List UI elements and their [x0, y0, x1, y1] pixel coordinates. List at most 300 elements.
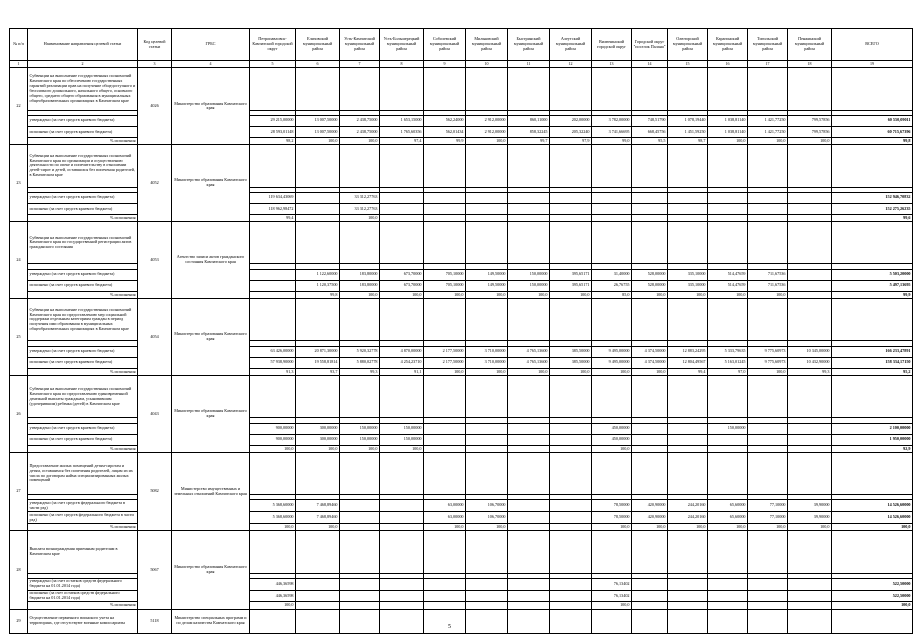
value-cell	[632, 192, 668, 203]
empty-cell	[508, 453, 550, 495]
value-cell	[550, 524, 592, 531]
value-cell: 12 883,24295	[668, 346, 708, 357]
value-cell: 100,0	[340, 292, 380, 299]
empty-cell	[296, 376, 340, 418]
value-cell: 33 312,27763	[340, 203, 380, 214]
row-code: 4026	[138, 68, 172, 145]
value-cell: 99,3	[788, 368, 832, 375]
column-header: Карагинский муниципальный район	[708, 29, 748, 61]
row-grbs: Министерство образования Камчатского края	[172, 531, 250, 609]
value-cell	[550, 590, 592, 602]
value-cell: 2 438,75000	[340, 115, 380, 126]
column-number: 3	[138, 61, 172, 68]
value-cell: 100,0	[788, 524, 832, 531]
value-cell	[708, 215, 748, 222]
empty-cell	[466, 145, 508, 187]
value-cell	[380, 578, 424, 590]
value-cell: 100,0	[592, 602, 632, 609]
value-cell: 4 765,13600	[508, 357, 550, 368]
percent-row-label: % исполнения	[28, 138, 138, 145]
value-cell: 76,13402	[592, 590, 632, 602]
empty-cell	[592, 222, 632, 264]
value-cell: 100,0	[250, 524, 296, 531]
empty-cell	[250, 145, 296, 187]
value-cell	[550, 203, 592, 214]
value-cell: 100,0	[592, 368, 632, 375]
row-description: Предоставление жилых помещений детям-сиротам и детям, оставшимся без попечения родителей, лицам из их числа по договорам найма специализированных жилых помещений	[28, 453, 138, 495]
empty-cell	[592, 609, 632, 633]
value-cell: 97,9	[550, 138, 592, 145]
executed-row-label: исполнено (за счет средств краевого бюджета)	[28, 434, 138, 445]
empty-cell	[832, 609, 913, 633]
value-cell: 300,00000	[296, 434, 340, 445]
empty-cell	[340, 68, 380, 110]
value-cell: 4 374,50000	[632, 346, 668, 357]
value-cell: 100,0	[708, 138, 748, 145]
value-cell: 202,00000	[550, 115, 592, 126]
row-code: 4043	[138, 376, 172, 453]
empty-cell	[508, 222, 550, 264]
value-cell: 100,0	[708, 524, 748, 531]
row-grbs: Министерство образования Камчатского края	[172, 145, 250, 222]
value-cell	[668, 203, 708, 214]
value-cell	[380, 500, 424, 512]
percent-row-label: % исполнения	[28, 292, 138, 299]
column-number: 5	[250, 61, 296, 68]
empty-cell	[340, 376, 380, 418]
value-cell	[788, 192, 832, 203]
column-number: 14	[632, 61, 668, 68]
empty-cell	[380, 376, 424, 418]
empty-cell	[466, 453, 508, 495]
value-cell: 705,10000	[424, 269, 466, 280]
value-cell: 100,0	[340, 215, 380, 222]
row-code: 4054	[138, 299, 172, 376]
value-cell: 1 038,81140	[708, 126, 748, 137]
total-cell: 100,0	[832, 602, 913, 609]
value-cell	[788, 602, 832, 609]
value-cell: 100,0	[466, 524, 508, 531]
value-cell	[508, 192, 550, 203]
value-cell	[748, 445, 788, 452]
value-cell	[296, 203, 340, 214]
value-cell: 4 374,50000	[632, 357, 668, 368]
empty-cell	[668, 222, 708, 264]
value-cell: 100,0	[466, 292, 508, 299]
empty-cell	[508, 376, 550, 418]
row-description: Выплата вознаграждения приемным родителям в Камчатском крае	[28, 531, 138, 573]
value-cell	[466, 445, 508, 452]
value-cell: 93,7	[296, 368, 340, 375]
row-number: 23	[10, 145, 28, 222]
value-cell: 2 912,00000	[466, 115, 508, 126]
empty-cell	[592, 145, 632, 187]
total-cell: 166 233,47891	[832, 346, 913, 357]
header-row	[10, 29, 913, 61]
value-cell	[424, 578, 466, 590]
empty-cell	[592, 531, 632, 573]
empty-cell	[424, 299, 466, 341]
empty-cell	[788, 531, 832, 573]
empty-cell	[250, 68, 296, 110]
value-cell: 4 870,00000	[380, 346, 424, 357]
block-title-row	[10, 609, 913, 633]
empty-cell	[466, 609, 508, 633]
value-cell: 150,00000	[380, 434, 424, 445]
value-cell	[708, 445, 748, 452]
block-title-row	[10, 453, 913, 495]
value-cell	[550, 215, 592, 222]
value-cell: 1 653,15000	[380, 115, 424, 126]
total-cell: 158 334,17150	[832, 357, 913, 368]
value-cell: 63,00000	[424, 500, 466, 512]
value-cell: 100,0	[748, 524, 788, 531]
column-number: 8	[380, 61, 424, 68]
value-cell	[250, 269, 296, 280]
value-cell: 1 038,81140	[708, 115, 748, 126]
empty-cell	[592, 68, 632, 110]
column-number-row	[10, 61, 913, 68]
value-cell: 2 177,50000	[424, 357, 466, 368]
value-cell: 100,0	[296, 524, 340, 531]
value-cell	[668, 192, 708, 203]
value-cell: 705,10000	[424, 280, 466, 291]
value-cell: 13 007,50000	[296, 115, 340, 126]
executed-row-label: исполнено (за счет средств краевого бюджета)	[28, 126, 138, 137]
row-number: 25	[10, 299, 28, 376]
value-cell: 420,90000	[632, 512, 668, 524]
value-cell: 900,00000	[250, 434, 296, 445]
percent-row-label: % исполнения	[28, 368, 138, 375]
row-code: 4053	[138, 222, 172, 299]
row-number: 22	[10, 68, 28, 145]
value-cell	[424, 423, 466, 434]
value-cell	[424, 434, 466, 445]
column-header: Елизовский муниципальный район	[296, 29, 340, 61]
value-cell	[380, 524, 424, 531]
empty-cell	[550, 222, 592, 264]
value-cell: 10 432,90000	[788, 357, 832, 368]
value-cell	[250, 280, 296, 291]
value-cell: 100,0	[250, 602, 296, 609]
value-cell: 150,00000	[708, 423, 748, 434]
total-cell: 60 715,67396	[832, 126, 913, 137]
empty-cell	[424, 376, 466, 418]
approved-row-label: утверждено (за счет остатков средств федерального бюджета на 01.01.2014 года)	[28, 578, 138, 590]
value-cell: 118 962,98472	[250, 203, 296, 214]
value-cell: 65,60000	[708, 500, 748, 512]
empty-cell	[788, 222, 832, 264]
value-cell: 100,0	[466, 138, 508, 145]
empty-cell	[832, 145, 913, 187]
column-header: Городской округ "поселок Палана"	[632, 29, 668, 61]
empty-cell	[788, 376, 832, 418]
executed-row-label: исполнено (за счет средств краевого бюджета)	[28, 280, 138, 291]
column-header: Быстринский муниципальный район	[508, 29, 550, 61]
value-cell	[632, 215, 668, 222]
executed-row-label: исполнено (за счет средств краевого бюджета)	[28, 357, 138, 368]
value-cell	[340, 602, 380, 609]
value-cell: 3 710,00000	[466, 357, 508, 368]
value-cell: 5 368,60000	[250, 512, 296, 524]
value-cell: 711,67536	[748, 269, 788, 280]
column-number: 9	[424, 61, 466, 68]
value-cell	[550, 434, 592, 445]
value-cell	[748, 434, 788, 445]
percent-row-label: % исполнения	[28, 602, 138, 609]
empty-cell	[550, 453, 592, 495]
row-description: Субвенции на выполнение государственных полномочий Камчатского края по государственной регистрации актов гражданского состояния	[28, 222, 138, 264]
empty-cell	[250, 222, 296, 264]
empty-cell	[632, 609, 668, 633]
value-cell	[788, 269, 832, 280]
value-cell	[788, 292, 832, 299]
value-cell	[340, 500, 380, 512]
value-cell: 97,0	[708, 368, 748, 375]
budget-table	[9, 28, 913, 634]
value-cell	[466, 590, 508, 602]
value-cell: 100,0	[592, 524, 632, 531]
empty-cell	[788, 453, 832, 495]
empty-cell	[832, 68, 913, 110]
column-number: 12	[550, 61, 592, 68]
block-title-row	[10, 531, 913, 573]
value-cell: 33 312,27763	[340, 192, 380, 203]
value-cell	[708, 590, 748, 602]
value-cell: 711,67536	[748, 280, 788, 291]
value-cell	[466, 602, 508, 609]
total-cell: 14 526,60000	[832, 512, 913, 524]
empty-cell	[748, 609, 788, 633]
empty-cell	[668, 609, 708, 633]
row-grbs: Министерство образования Камчатского края	[172, 299, 250, 376]
empty-cell	[592, 299, 632, 341]
value-cell	[340, 512, 380, 524]
empty-cell	[632, 299, 668, 341]
value-cell: 91,3	[250, 368, 296, 375]
value-cell	[708, 203, 748, 214]
value-cell	[748, 192, 788, 203]
empty-cell	[296, 531, 340, 573]
empty-cell	[708, 222, 748, 264]
empty-cell	[632, 531, 668, 573]
value-cell	[668, 602, 708, 609]
total-cell: 522,50000	[832, 590, 913, 602]
value-cell: 673,70000	[380, 269, 424, 280]
value-cell: 1 078,19440	[668, 115, 708, 126]
value-cell	[250, 292, 296, 299]
empty-cell	[668, 68, 708, 110]
empty-cell	[340, 222, 380, 264]
value-cell: 100,0	[380, 445, 424, 452]
approved-row-label: утверждено (за счет средств краевого бюджета)	[28, 423, 138, 434]
column-header: Код целевой статьи	[138, 29, 172, 61]
value-cell	[632, 434, 668, 445]
empty-cell	[340, 453, 380, 495]
row-code: 5082	[138, 453, 172, 531]
value-cell: 4 254,23710	[380, 357, 424, 368]
value-cell	[632, 445, 668, 452]
value-cell	[508, 423, 550, 434]
value-cell: 77,10000	[748, 500, 788, 512]
executed-row-label: исполнено (за счет средств краевого бюджета)	[28, 203, 138, 214]
approved-row-label: утверждено (за счет средств краевого бюджета)	[28, 346, 138, 357]
empty-cell	[466, 299, 508, 341]
value-cell: 395,65171	[550, 280, 592, 291]
value-cell: 858,32245	[508, 126, 550, 137]
value-cell: 450,00000	[592, 434, 632, 445]
value-cell: 7 468,89460	[296, 512, 340, 524]
value-cell: 85,0	[592, 292, 632, 299]
value-cell	[708, 192, 748, 203]
value-cell: 99,4	[668, 368, 708, 375]
value-cell: 100,0	[592, 445, 632, 452]
value-cell: 450,00000	[592, 423, 632, 434]
total-cell: 2 100,00000	[832, 423, 913, 434]
value-cell: 100,0	[508, 368, 550, 375]
empty-cell	[424, 531, 466, 573]
column-number: 1	[10, 61, 28, 68]
value-cell	[466, 423, 508, 434]
row-grbs: Агентство записи актов гражданского состояния Камчатского края	[172, 222, 250, 299]
value-cell: 57 938,90000	[250, 357, 296, 368]
column-number: 10	[466, 61, 508, 68]
empty-cell	[250, 299, 296, 341]
row-code: 4052	[138, 145, 172, 222]
value-cell: 99,9	[424, 138, 466, 145]
value-cell: 100,0	[748, 368, 788, 375]
value-cell: 5 880,02778	[340, 357, 380, 368]
empty-cell	[508, 145, 550, 187]
value-cell	[340, 578, 380, 590]
total-cell: 522,50000	[832, 578, 913, 590]
value-cell: 63,00000	[424, 512, 466, 524]
column-number: 7	[340, 61, 380, 68]
value-cell: 244,20160	[668, 512, 708, 524]
value-cell	[592, 192, 632, 203]
row-description: Субвенции на выполнение государственных полномочий Камчатского края по организации и осуществлению деятельности по опеке и попечительству в отношении детей-сирот и детей, оставшихся без попечения родителей, в Камчатском крае	[28, 145, 138, 187]
value-cell: 28 593,01148	[250, 126, 296, 137]
value-cell	[668, 423, 708, 434]
value-cell	[788, 203, 832, 214]
value-cell	[668, 445, 708, 452]
total-cell: 99,9	[832, 292, 913, 299]
value-cell: 420,90000	[632, 500, 668, 512]
approved-row-label: утверждено (за счет средств краевого бюджета)	[28, 115, 138, 126]
total-cell: 95,2	[832, 368, 913, 375]
empty-cell	[508, 299, 550, 341]
value-cell	[424, 215, 466, 222]
row-grbs: Министерство имущественных и земельных отношений Камчатского края	[172, 453, 250, 531]
value-cell: 150,00000	[508, 280, 550, 291]
value-cell	[550, 423, 592, 434]
value-cell	[380, 602, 424, 609]
value-cell: 99,8	[296, 292, 340, 299]
value-cell: 1 421,77250	[748, 126, 788, 137]
column-header: Олюторский муниципальный район	[668, 29, 708, 61]
value-cell	[708, 602, 748, 609]
value-cell	[424, 445, 466, 452]
value-cell	[466, 215, 508, 222]
value-cell	[632, 590, 668, 602]
value-cell	[550, 445, 592, 452]
value-cell: 95,5	[632, 138, 668, 145]
value-cell: 76,13402	[592, 578, 632, 590]
empty-cell	[832, 453, 913, 495]
value-cell	[424, 590, 466, 602]
value-cell	[592, 203, 632, 214]
percent-row-label: % исполнения	[28, 524, 138, 531]
value-cell	[708, 578, 748, 590]
column-header: № п/п	[10, 29, 28, 61]
value-cell: 4 765,13600	[508, 346, 550, 357]
row-number: 28	[10, 531, 28, 609]
empty-cell	[748, 453, 788, 495]
value-cell	[550, 192, 592, 203]
value-cell	[508, 524, 550, 531]
value-cell: 385,50000	[550, 357, 592, 368]
value-cell: 100,0	[424, 524, 466, 531]
empty-cell	[380, 609, 424, 633]
value-cell	[592, 215, 632, 222]
empty-cell	[250, 453, 296, 495]
value-cell: 106,70000	[466, 500, 508, 512]
value-cell: 446,36598	[250, 578, 296, 590]
value-cell	[380, 590, 424, 602]
value-cell	[380, 192, 424, 203]
value-cell: 183,80000	[340, 269, 380, 280]
value-cell: 335,10000	[668, 269, 708, 280]
value-cell	[788, 590, 832, 602]
column-number: 16	[708, 61, 748, 68]
value-cell	[296, 215, 340, 222]
value-cell: 335,10000	[668, 280, 708, 291]
value-cell	[424, 602, 466, 609]
value-cell: 100,0	[788, 138, 832, 145]
executed-row-label: исполнено (за счет остатков средств федерального бюджета на 01.01.2014 года)	[28, 590, 138, 602]
value-cell: 514,47659	[708, 269, 748, 280]
empty-cell	[466, 376, 508, 418]
value-cell	[748, 423, 788, 434]
value-cell	[550, 602, 592, 609]
row-grbs: Министерство образования Камчатского края	[172, 376, 250, 453]
value-cell	[508, 512, 550, 524]
empty-cell	[380, 299, 424, 341]
total-cell: 5 503,20000	[832, 269, 913, 280]
value-cell: 100,0	[748, 292, 788, 299]
value-cell: 100,0	[550, 368, 592, 375]
total-cell: 99,8	[832, 138, 913, 145]
value-cell: 385,50000	[550, 346, 592, 357]
empty-cell	[466, 531, 508, 573]
empty-cell	[550, 376, 592, 418]
total-cell: 60 550,09011	[832, 115, 913, 126]
approved-row-label: утверждено (за счет средств краевого бюджета)	[28, 192, 138, 203]
value-cell	[788, 215, 832, 222]
value-cell	[632, 578, 668, 590]
column-header: ВСЕГО	[832, 29, 913, 61]
empty-cell	[832, 376, 913, 418]
value-cell: 395,65171	[550, 269, 592, 280]
column-number: 13	[592, 61, 632, 68]
value-cell: 98,7	[668, 138, 708, 145]
value-cell	[788, 445, 832, 452]
value-cell: 26,76755	[592, 280, 632, 291]
value-cell: 562,01434	[424, 126, 466, 137]
empty-cell	[832, 222, 913, 264]
value-cell: 99,3	[340, 368, 380, 375]
row-description: Субвенции на выполнение государственных полномочий Камчатского края по предоставлению единовременной денежной выплаты гражданам, усыновившим (удочерившим) ребенка (детей) в Камчатском крае	[28, 376, 138, 418]
